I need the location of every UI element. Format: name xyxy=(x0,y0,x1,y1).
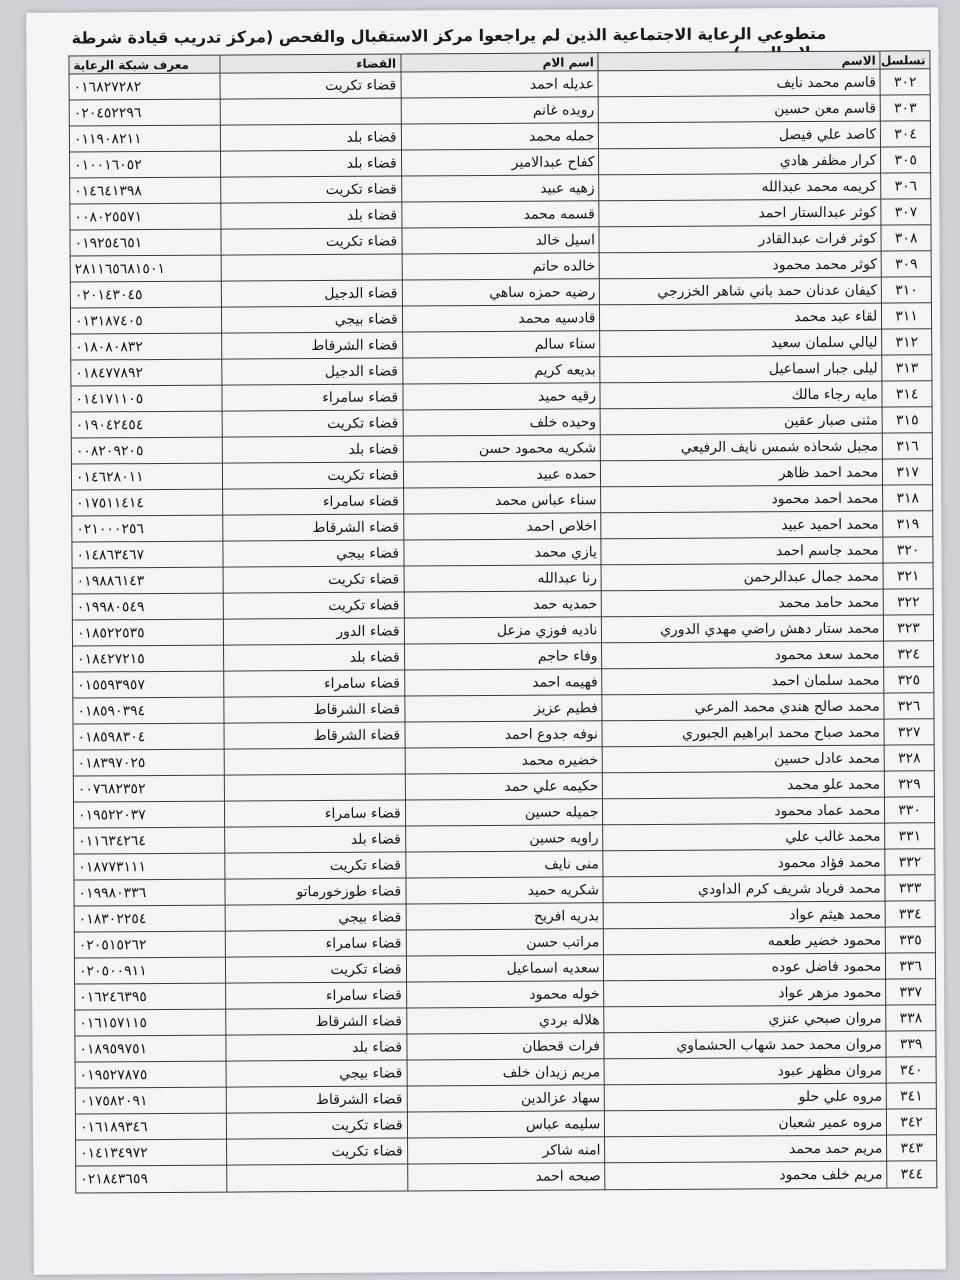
district-cell: قضاء تكريت xyxy=(227,1138,407,1165)
care-network-id-cell: ٠٠٨٢٠٩٢٠٥ xyxy=(71,437,223,464)
serial-cell: ٣٠٢ xyxy=(880,69,930,95)
mother-name-cell: خضيره محمد xyxy=(405,747,603,774)
district-cell xyxy=(221,98,401,125)
name-cell: مروان صبحي عنزي xyxy=(604,1005,886,1033)
table-body xyxy=(69,69,937,1193)
mother-name-cell: يازي محمد xyxy=(403,539,601,566)
district-cell: قضاء بلد xyxy=(221,124,401,151)
name-cell: محمد فرياد شريف كرم الداودي xyxy=(603,875,885,903)
document-title: متطوعي الرعاية الاجتماعية الذين لم يراجعوا مركز الاستقبال والفحص (مركز تدريب قيادة شرطة xyxy=(71,23,827,48)
serial-cell: ٣١١ xyxy=(882,303,932,329)
district-cell xyxy=(225,774,405,801)
mother-name-cell: فرات قحطان xyxy=(407,1033,605,1060)
serial-cell: ٣٢٢ xyxy=(883,589,933,615)
district-cell: قضاء سامراء xyxy=(222,384,402,411)
serial-cell: ٣٠٥ xyxy=(881,147,931,173)
name-cell: مايه رجاء مالك xyxy=(600,381,882,409)
volunteers-table xyxy=(68,50,937,1193)
care-network-id-cell: ٠٠٨٠٢٥٥٧١ xyxy=(70,203,222,230)
serial-cell: ٣٠٨ xyxy=(881,225,931,251)
district-cell: قضاء تكريت xyxy=(226,956,406,983)
serial-cell: ٣٣٩ xyxy=(886,1031,936,1057)
serial-cell: ٣٠٣ xyxy=(880,95,930,121)
district-cell: قضاء بيجي xyxy=(226,904,406,931)
name-cell: كوثر فرات عبدالقادر xyxy=(599,225,881,253)
serial-cell: ٣١٤ xyxy=(882,381,932,407)
serial-cell: ٣٠٤ xyxy=(881,121,931,147)
care-network-id-cell: ٠١٦١٨٩٣٤٦ xyxy=(75,1113,227,1140)
mother-name-cell: نوفه جدوع احمد xyxy=(405,721,603,748)
mother-name-cell: مراتب حسن xyxy=(406,929,604,956)
district-cell: قضاء بلد xyxy=(224,644,404,671)
care-network-id-cell: ٠١٩٥٢٢٠٣٧ xyxy=(73,801,225,828)
district-cell: قضاء بيجي xyxy=(223,540,403,567)
mother-name-cell: سناء سالم xyxy=(402,331,600,358)
care-network-id-cell: ٠٢١٠٠٠٢٥٦ xyxy=(72,515,224,542)
name-cell: كرار مظفر هادي xyxy=(599,147,881,175)
name-cell: محمد سعد محمود xyxy=(602,641,884,669)
name-cell: كريمه محمد عبدالله xyxy=(599,173,881,201)
serial-cell: ٣٢٣ xyxy=(884,615,934,641)
district-cell: قضاء بيجي xyxy=(222,306,402,333)
serial-cell: ٣١٣ xyxy=(882,355,932,381)
district-cell: قضاء بلد xyxy=(221,150,401,177)
mother-name-cell: صبحه احمد xyxy=(407,1163,605,1191)
care-network-id-cell: ٠١٩٩٨٠٣٣٦ xyxy=(74,879,226,906)
serial-cell: ٣٠٦ xyxy=(881,173,931,199)
name-cell: مروان مظهر عبود xyxy=(604,1057,886,1085)
mother-name-cell: رضيه حمزه ساهي xyxy=(402,279,600,306)
mother-name-cell: حمديه حمد xyxy=(404,591,602,618)
name-cell: كوثر عبدالستار احمد xyxy=(599,199,881,227)
name-cell: محمد فؤاد محمود xyxy=(603,849,885,877)
serial-cell: ٣٣٠ xyxy=(885,797,935,823)
name-cell: مروه عمير شعبان xyxy=(605,1109,887,1137)
district-cell: قضاء تكريت xyxy=(221,228,401,255)
care-network-id-cell: ٠١٩٩٨٠٥٤٩ xyxy=(72,593,224,620)
serial-cell: ٣١٧ xyxy=(883,459,933,485)
district-cell: قضاء تكريت xyxy=(224,592,404,619)
care-network-id-cell: ٠١٤١٧١١٠٥ xyxy=(71,385,223,412)
name-cell: محمد جمال عبدالرحمن xyxy=(601,563,883,591)
mother-name-cell: جمله محمد xyxy=(401,123,599,150)
district-cell: قضاء بلد xyxy=(225,826,405,853)
district-cell xyxy=(222,254,402,281)
mother-name-cell: رقيه حميد xyxy=(403,383,601,410)
mother-name-cell: سليمه عباس xyxy=(407,1111,605,1138)
district-cell: قضاء بلد xyxy=(226,1034,406,1061)
district-cell: قضاء سامراء xyxy=(226,982,406,1009)
district-cell: قضاء بيجي xyxy=(227,1060,407,1087)
care-network-id-cell: ٠١٦٢٤٦٣٩٥ xyxy=(75,983,227,1010)
care-network-id-cell: ٠١٦٨٢٧٢٨٢ xyxy=(69,73,221,100)
mother-name-cell: امنه شاكر xyxy=(407,1137,605,1164)
care-network-id-cell: ٠١٨٣٠٢٢٥٤ xyxy=(74,905,226,932)
mother-name-cell: جميله حسين xyxy=(405,799,603,826)
care-network-id-cell: ٠١٤٦٤١٣٩٨ xyxy=(70,177,222,204)
name-cell: قاسم معن حسين xyxy=(599,95,881,123)
mother-name-cell: سهاد عزالدين xyxy=(407,1085,605,1112)
name-cell: كوثر محمد محمود xyxy=(600,251,882,279)
serial-cell: ٣٢٤ xyxy=(884,641,934,667)
care-network-id-cell: ٠٢٠١٤٣٠٤٥ xyxy=(70,281,222,308)
name-cell: مثنى صبار عقين xyxy=(601,407,883,435)
document-page xyxy=(26,7,946,1275)
district-cell: قضاء سامراء xyxy=(226,930,406,957)
serial-cell: ٣٤٤ xyxy=(887,1161,937,1188)
care-network-id-cell: ٠١٨٣٩٧٠٢٥ xyxy=(73,749,225,776)
serial-cell: ٣٣٤ xyxy=(885,901,935,927)
mother-name-cell: حمده عبيد xyxy=(403,461,601,488)
district-cell: قضاء تكريت xyxy=(221,176,401,203)
name-cell: مروان محمد حمد شهاب الحشماوي xyxy=(604,1031,886,1059)
care-network-id-cell: ٠١١٩٠٨٢١١ xyxy=(69,125,221,152)
name-cell: محمود خضير طعمه xyxy=(604,927,886,955)
district-cell: قضاء بلد xyxy=(223,436,403,463)
care-network-id-cell: ٠١٩٥٢٧٨٧٥ xyxy=(75,1061,227,1088)
district-cell: قضاء تكريت xyxy=(227,1112,407,1139)
name-cell: كيفان عدنان حمد باني شاهر الخزرجي xyxy=(600,277,882,305)
mother-name-cell: بدريه افريح xyxy=(406,903,604,930)
district-cell: قضاء الشرقاط xyxy=(224,722,404,749)
care-network-id-cell: ٠١٨٥٩٨٣٠٤ xyxy=(73,723,225,750)
care-network-id-cell: ٠١٧٥٨٢٠٩١ xyxy=(75,1087,227,1114)
header-care-network-id: معرف شبكة الرعاية xyxy=(69,55,221,74)
mother-name-cell: شكريه محمود حسن xyxy=(403,435,601,462)
name-cell: محمد احمد محمود xyxy=(601,485,883,513)
serial-cell: ٣١٩ xyxy=(883,511,933,537)
serial-cell: ٣١٥ xyxy=(882,407,932,433)
care-network-id-cell: ٠١٨٤٢٧٢١٥ xyxy=(73,645,225,672)
care-network-id-cell: ٠١١٦٣٤٢٦٤ xyxy=(74,827,226,854)
district-cell: قضاء الشرقاط xyxy=(227,1086,407,1113)
name-cell: مريم حمد محمد xyxy=(605,1135,887,1163)
serial-cell: ٣١٨ xyxy=(883,485,933,511)
serial-cell: ٣١٢ xyxy=(882,329,932,355)
mother-name-cell: اسيل خالد xyxy=(402,227,600,254)
care-network-id-cell: ٠١٨٤٧٧٨٩٢ xyxy=(71,359,223,386)
district-cell: قضاء تكريت xyxy=(225,852,405,879)
care-network-id-cell: ٠١٩٢٥٤٦٥١ xyxy=(70,229,222,256)
mother-name-cell: عديله احمد xyxy=(401,71,599,98)
serial-cell: ٣٣٦ xyxy=(886,953,936,979)
serial-cell: ٣٣٧ xyxy=(886,979,936,1005)
mother-name-cell: مريم زيدان خلف xyxy=(407,1059,605,1086)
care-network-id-cell: ٠١٤١٣٤٩٧٢ xyxy=(76,1139,228,1166)
mother-name-cell: رنا عبدالله xyxy=(404,565,602,592)
district-cell: قضاء الدجيل xyxy=(222,280,402,307)
mother-name-cell: زهيه عبيد xyxy=(401,175,599,202)
mother-name-cell: اخلاص احمد xyxy=(403,513,601,540)
serial-cell: ٣٢١ xyxy=(883,563,933,589)
care-network-id-cell: ٠٢١٨٤٣٦٥٩ xyxy=(76,1165,228,1193)
district-cell: قضاء سامراء xyxy=(224,670,404,697)
serial-cell: ٣٢٧ xyxy=(884,719,934,745)
district-cell: قضاء تكريت xyxy=(223,462,403,489)
care-network-id-cell: ٠١٩٨٨٦١٤٣ xyxy=(72,567,224,594)
table-row xyxy=(76,1161,937,1193)
header-district: القضاء xyxy=(220,54,400,73)
district-cell: قضاء الشرقاط xyxy=(223,514,403,541)
mother-name-cell: وحيده خلف xyxy=(403,409,601,436)
name-cell: ليلى جبار اسماعيل xyxy=(600,355,882,383)
district-cell xyxy=(225,748,405,775)
district-cell: قضاء تكريت xyxy=(223,410,403,437)
name-cell: محمد ستار دهش راضي مهدي الدوري xyxy=(602,615,884,643)
name-cell: مريم خلف محمود xyxy=(605,1161,887,1190)
name-cell: محمد غالب علي xyxy=(603,823,885,851)
name-cell: ليالي سلمان سعيد xyxy=(600,329,882,357)
serial-cell: ٣٤٢ xyxy=(887,1109,937,1135)
district-cell: قضاء الدجيل xyxy=(222,358,402,385)
serial-cell: ٣٢٦ xyxy=(884,693,934,719)
district-cell xyxy=(227,1164,407,1192)
header-mother-name: اسم الام xyxy=(401,53,599,72)
serial-cell: ٣١٠ xyxy=(882,277,932,303)
mother-name-cell: قادسيه محمد xyxy=(402,305,600,332)
serial-cell: ٣٢٩ xyxy=(885,771,935,797)
serial-cell: ٣١٦ xyxy=(883,433,933,459)
care-network-id-cell: ٠١٨٧٧٣١١١ xyxy=(74,853,226,880)
name-cell: مروه علي حلو xyxy=(605,1083,887,1111)
mother-name-cell: قسمه محمد xyxy=(401,201,599,228)
care-network-id-cell: ٠١٨٥٩٠٣٩٤ xyxy=(73,697,225,724)
mother-name-cell: سعديه اسماعيل xyxy=(406,955,604,982)
serial-cell: ٣٣٢ xyxy=(885,849,935,875)
name-cell: قاسم محمد نايف xyxy=(598,69,880,97)
name-cell: محمد احمد ظاهر xyxy=(601,459,883,487)
name-cell: كاصد علي فيصل xyxy=(599,121,881,149)
care-network-id-cell: ٠٢٠٥١٥٢٦٢ xyxy=(74,931,226,958)
care-network-id-cell: ٠١٤٦٢٨٠١١ xyxy=(71,463,223,490)
district-cell: قضاء تكريت xyxy=(223,566,403,593)
mother-name-cell: شكريه حميد xyxy=(406,877,604,904)
district-cell: قضاء الشرقاط xyxy=(226,1008,406,1035)
district-cell: قضاء تكريت xyxy=(220,72,400,99)
serial-cell: ٣٠٩ xyxy=(881,251,931,277)
care-network-id-cell: ٠١٦١٥٧١١٥ xyxy=(75,1009,227,1036)
care-network-id-cell: ٠٠٧٦٨٢٣٥٢ xyxy=(73,775,225,802)
care-network-id-cell: ٠٢٠٤٥٢٢٩٦ xyxy=(69,99,221,126)
name-cell: محمد سلمان احمد xyxy=(602,667,884,695)
district-cell: قضاء الشرقاط xyxy=(224,696,404,723)
mother-name-cell: راويه حسين xyxy=(405,825,603,852)
mother-name-cell: خوله محمود xyxy=(406,981,604,1008)
name-cell: محمد صالح هندي محمد المرعي xyxy=(602,693,884,721)
name-cell: محمد جاسم احمد xyxy=(601,537,883,565)
name-cell: محمد احميد عبيد xyxy=(601,511,883,539)
district-cell: قضاء سامراء xyxy=(223,488,403,515)
serial-cell: ٣٢٠ xyxy=(883,537,933,563)
name-cell: لقاء عبد محمد xyxy=(600,303,882,331)
mother-name-cell: فهيمه احمد xyxy=(404,669,602,696)
header-serial: تسلسل xyxy=(880,51,930,69)
mother-name-cell: خالده حاتم xyxy=(402,253,600,280)
name-cell: محمد عادل حسين xyxy=(603,745,885,773)
serial-cell: ٣٤٣ xyxy=(887,1135,937,1161)
district-cell: قضاء الشرقاط xyxy=(222,332,402,359)
mother-name-cell: بديعه كريم xyxy=(402,357,600,384)
care-network-id-cell: ٠١٤٨٦٣٤٦٧ xyxy=(72,541,224,568)
name-cell: محمود مزهر عواد xyxy=(604,979,886,1007)
care-network-id-cell: ٠١٧٥١١٤١٤ xyxy=(72,489,224,516)
district-cell: قضاء الدور xyxy=(224,618,404,645)
name-cell: محمد حامد محمد xyxy=(602,589,884,617)
name-cell: محمود فاضل عوده xyxy=(604,953,886,981)
mother-name-cell: رويده غانم xyxy=(401,97,599,124)
name-cell: مجبل شحاذه شمس نايف الرفيعي xyxy=(601,433,883,461)
serial-cell: ٣٢٥ xyxy=(884,667,934,693)
serial-cell: ٣٢٨ xyxy=(884,745,934,771)
mother-name-cell: منى نايف xyxy=(405,851,603,878)
care-network-id-cell: ٠١٨٩٥٩٧٥١ xyxy=(75,1035,227,1062)
care-network-id-cell: ٠٢٠٥٠٠٩١١ xyxy=(74,957,226,984)
name-cell: محمد علو محمد xyxy=(603,771,885,799)
care-network-id-cell: ٠١٩٠٤٢٤٥٤ xyxy=(71,411,223,438)
mother-name-cell: فطيم عزيز xyxy=(404,695,602,722)
district-cell: قضاء طوزخورماتو xyxy=(225,878,405,905)
district-cell: قضاء سامراء xyxy=(225,800,405,827)
serial-cell: ٣٣١ xyxy=(885,823,935,849)
name-cell: محمد صباح محمد ابراهيم الجبوري xyxy=(602,719,884,747)
serial-cell: ٣٤٠ xyxy=(886,1057,936,1083)
name-cell: محمد عماد محمود xyxy=(603,797,885,825)
mother-name-cell: وفاء حاجم xyxy=(404,643,602,670)
mother-name-cell: ناديه فوزي مزعل xyxy=(404,617,602,644)
mother-name-cell: حكيمه علي حمد xyxy=(405,773,603,800)
name-cell: محمد هيثم عواد xyxy=(604,901,886,929)
care-network-id-cell: ٢٨١١٦٥٦٨١٥٠١ xyxy=(70,255,222,282)
serial-cell: ٣٠٧ xyxy=(881,199,931,225)
mother-name-cell: هلاله بردي xyxy=(406,1007,604,1034)
care-network-id-cell: ٠١٣١٨٧٤٠٥ xyxy=(70,307,222,334)
care-network-id-cell: ٠١٨٠٨٠٨٣٢ xyxy=(71,333,223,360)
serial-cell: ٣٤١ xyxy=(886,1083,936,1109)
mother-name-cell: سناء عباس محمد xyxy=(403,487,601,514)
care-network-id-cell: ٠١٨٥٢٢٥٣٥ xyxy=(72,619,224,646)
header-name: الاسم xyxy=(598,51,880,71)
district-cell: قضاء بلد xyxy=(221,202,401,229)
serial-cell: ٣٣٣ xyxy=(885,875,935,901)
care-network-id-cell: ٠١٥٥٩٣٩٥٧ xyxy=(73,671,225,698)
mother-name-cell: كفاح عبدالامير xyxy=(401,149,599,176)
serial-cell: ٣٣٨ xyxy=(886,1005,936,1031)
care-network-id-cell: ٠١٠٠١٦٠٥٢ xyxy=(70,151,222,178)
serial-cell: ٣٣٥ xyxy=(886,927,936,953)
